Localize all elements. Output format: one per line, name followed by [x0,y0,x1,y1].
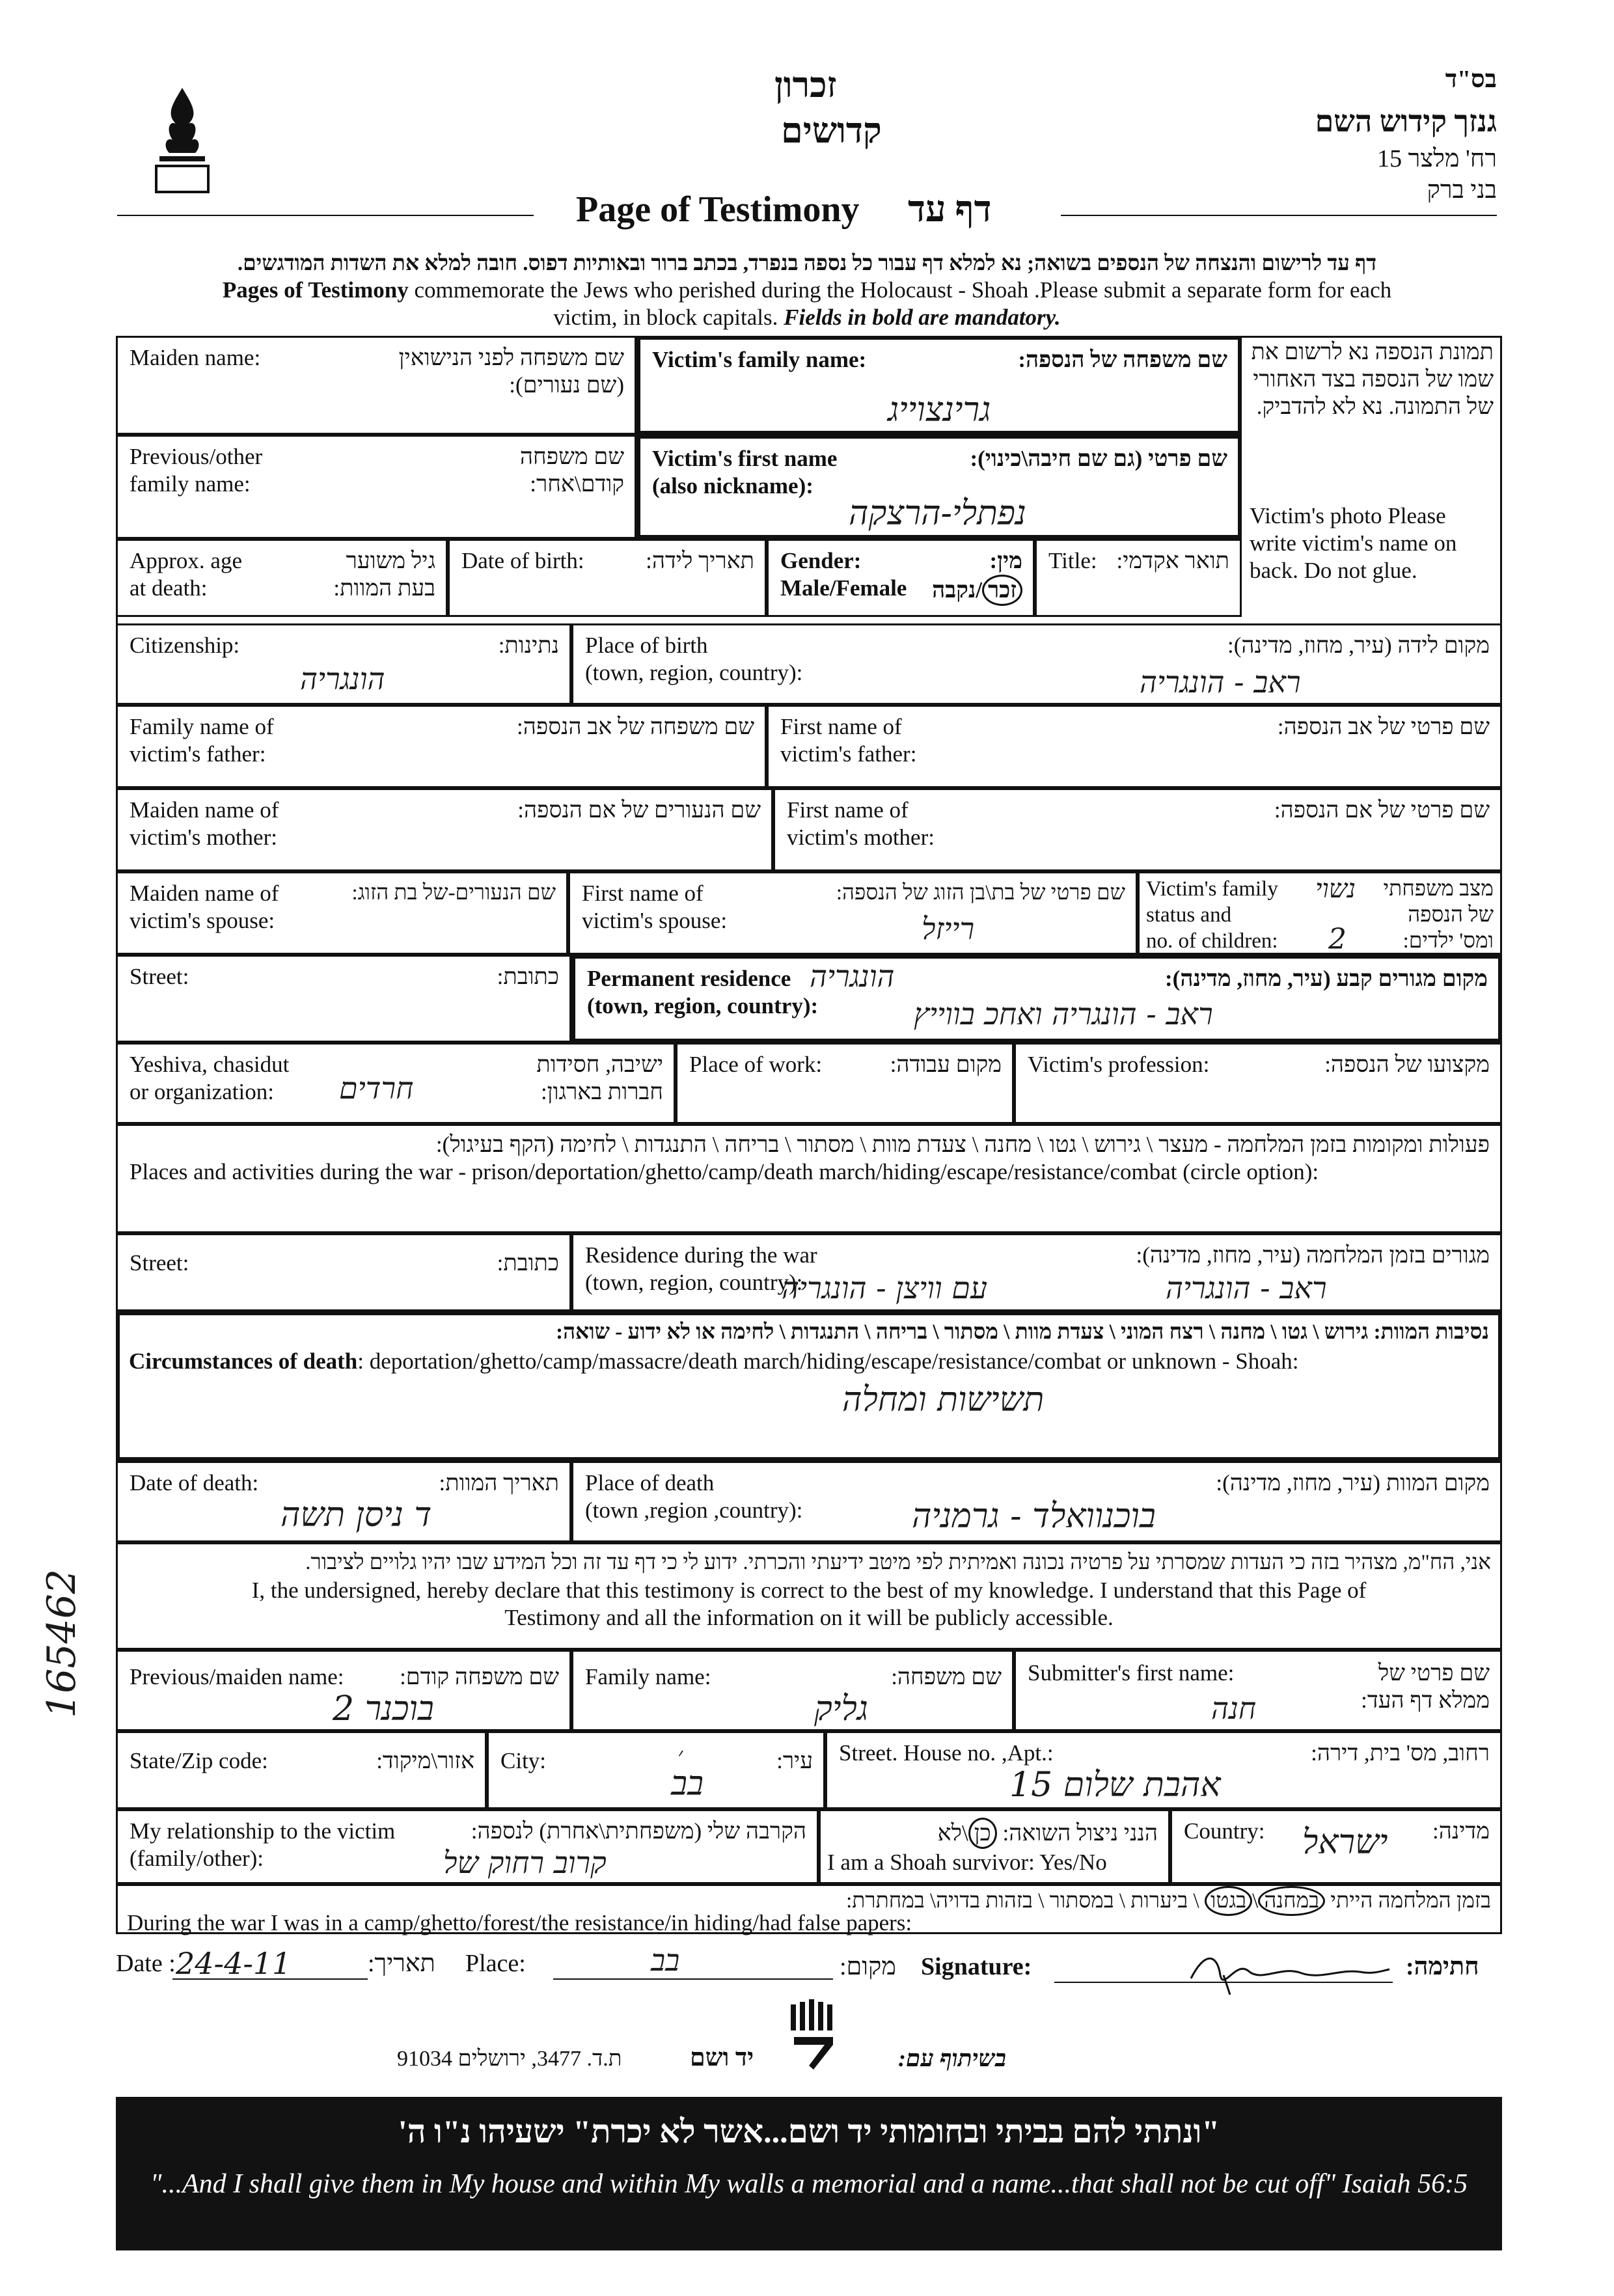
country-value[interactable]: ישראל [1302,1823,1388,1862]
status-label-he [1383,876,1494,954]
status-value[interactable]: נשוי [1315,874,1356,904]
gender-label-he [932,547,1022,606]
gender-male-circled[interactable]: זכר [982,575,1022,606]
city-label-he: עיר: [776,1748,813,1773]
sub-first-label-he [1361,1660,1490,1714]
ff-2: victim's father: [130,741,266,767]
yeshiva-value[interactable]: חרדים [339,1071,414,1106]
page-title: Page of Testimony [576,189,860,230]
ff-1: Family name of [130,714,274,739]
sub-family-label: Family name: [585,1664,711,1689]
war-res-value-2[interactable]: עם וויצן - הונגריה [782,1270,988,1305]
intro-en-rest: commemorate the Jews who perished during the Holocaust - Shoah .Please submit a separate form for each [408,277,1392,303]
place-rule [553,1978,833,1980]
mother-first-label-he: שם פרטי של אם הנספה: [1274,797,1490,823]
first-label-1: Victim's first name [652,446,838,471]
intro-he: דף עד לרישום והנצחה של הנספים בשואה; נא למלא דף עבור כל נספה בנפרד, בכתב ברור ובאותיות דפוס. חובה למלא את השדות המודגשים. [237,252,1377,275]
war-res-value-1[interactable]: ראב - הונגריה [1166,1270,1327,1305]
fi-1: First name of [780,714,902,739]
declare-he: אני, הח"מ, מצהיר בזה כי העדות שמסרתי על פרטיה נכונה ואמיתית לפי מיטב ידיעתי והכרתי. ידוע לי כי דף עד זה וכל המידע שבו יהיו גלויים לציבור. [305,1551,1491,1574]
sub-first-value[interactable]: חנה [1211,1691,1257,1726]
during-camp-circled[interactable]: במחנה [1258,1886,1325,1916]
header-org: גנזך קידוש השם [1315,105,1497,138]
sv-post[interactable]: \לא [937,1820,968,1846]
house-value[interactable]: אהבת שלום 15 [1009,1766,1221,1805]
sth-3: ומס' ילדים: [1402,929,1494,953]
age-label-1: Approx. age [130,548,243,573]
country-label: Country: [1184,1818,1265,1844]
fi-2: victim's father: [780,741,917,767]
first-label-2: (also nickname): [652,473,814,499]
country-label-he: מדינה: [1432,1818,1490,1844]
place-label: Place: [465,1950,526,1977]
children-value[interactable]: 2 [1328,923,1347,956]
prev-label-1: Previous/other [130,444,263,469]
row-family-name [636,336,1242,435]
row-country [1170,1809,1502,1884]
father-family-label [130,713,274,768]
st-3: no. of children: [1146,929,1278,953]
row-mother-maiden [116,788,773,871]
header-addr2: בני ברק [1427,176,1497,204]
title-label-he: תואר אקדמי: [1116,548,1229,573]
dob-label-he: תאריך לידה: [646,548,754,573]
row-father-first [767,705,1502,788]
logo [146,85,218,198]
circ-label-he: נסיבות המוות: גירוש \ גטו \ מחנה \ רצח המוני \ צעדת מוות \ מסתור \ בריחה \ התנגדות \ לחימה או לא ידוע - שואה: [556,1320,1489,1344]
perm-label [587,965,818,1020]
pd-2: (town ,region ,country): [585,1497,803,1523]
declare-en-2: Testimony and all the information on it will be publicly accessible. [504,1605,1114,1630]
row-age [116,539,448,617]
sth-2: של הנספה [1408,903,1494,927]
row-profession [1014,1043,1502,1124]
war-street-label: Street: [130,1250,189,1276]
mf-1: First name of [787,797,909,823]
intro-en-line2 [137,304,1477,331]
header-center-he1: זכרון [774,66,837,105]
sfh-2: ממלא דף העד: [1361,1688,1490,1713]
header-addr1: רח' מלצר 15 [1377,145,1497,172]
war-street-label-he: כתובת: [497,1250,559,1276]
pod-value[interactable]: בוכנוואלד - גרמניה [912,1497,1156,1536]
row-prev-name [116,435,636,539]
maiden-label: Maiden name: [130,345,261,370]
sm-2: victim's spouse: [130,908,275,933]
y-1: Yeshiva, chasidut [130,1052,290,1077]
circ-en-rest: : deportation/ghetto/camp/massacre/death march/hiding/escape/resistance/combat or unknown - Shoah: [357,1348,1299,1374]
prev-label-2: family name: [130,471,251,497]
zip-label: State/Zip code: [130,1748,268,1773]
age-label [130,547,242,602]
sm-1: Maiden name of [130,881,279,906]
during-en: During the war I was in a camp/ghetto/forest/the resistance/in hiding/had false papers: [127,1910,912,1935]
footer-quote-band [116,2097,1502,2250]
date-label-he: תאריך: [368,1950,435,1977]
wr-2: (town, region, country): [585,1270,803,1295]
profession-label-he: מקצועו של הנספה: [1324,1052,1490,1077]
sub-prev-value[interactable]: בוכנר 2 [333,1689,434,1729]
spouse-first-label [582,880,727,935]
signature-label: Signature: [921,1953,1032,1980]
mm-1: Maiden name of [130,797,279,823]
signature-label-he: חתימה: [1406,1953,1479,1980]
spouse-first-label-he: שם פרטי של בת\בן הזוג של הנספה: [836,881,1125,905]
date-label: Date : [116,1950,176,1977]
sub-family-value[interactable]: גליק [814,1689,868,1729]
partner-label: בשיתוף עם: [898,2045,1006,2071]
row-title [1035,539,1242,617]
pd-1: Place of death [585,1470,715,1496]
first-value[interactable]: נפתלי-הרצקה [849,494,1026,533]
pr-1: Permanent residence [587,966,791,991]
gender-options[interactable] [932,575,1022,606]
family-label: Victim's family name: [652,347,867,372]
sub-first-label: Submitter's first name: [1028,1660,1235,1686]
title-label: Title: [1048,548,1097,573]
row-house [825,1731,1502,1809]
rl-1: My relationship to the victim [130,1818,396,1844]
pob-label [585,632,802,687]
row-maiden [116,336,636,435]
row-perm-residence [571,955,1502,1043]
photo-note-en: Victim's photo Please write victim's name on back. Do not glue. [1250,503,1457,583]
header-rule-right [1061,215,1497,216]
row-yeshiva [116,1043,676,1124]
father-first-label-he: שם פרטי של אב הנספה: [1277,714,1490,739]
street-label: Street: [130,964,189,989]
dod-value[interactable]: ד ניסן תשה [280,1496,432,1535]
y-2: or organization: [130,1079,274,1104]
mother-first-label [787,797,935,851]
pob-label-1: Place of birth [585,633,708,658]
row-mother-first [773,788,1502,871]
pod-label-he: מקום המוות (עיר, מחוז, מדינה): [1216,1470,1490,1496]
citizenship-value[interactable]: הונגריה [300,661,385,696]
row-street [116,955,571,1043]
declare-en-1: I, the undersigned, hereby declare that this testimony is correct to the best of my knowledge. I understand that this Page of [251,1578,1367,1603]
mf-2: victim's mother: [787,825,935,850]
row-dob [448,539,767,617]
sv-pre: הנני ניצול השואה: [996,1820,1158,1846]
sth-1: מצב משפחתי [1383,877,1494,901]
quote-he: "ונתתי להם בביתי ובחומותי יד ושם...אשר לא יכרת" ישעיהו נ"ו ה' [398,2113,1220,2150]
zip-label-he: אזור\מיקוד: [376,1748,474,1773]
sf-1: First name of [582,881,704,906]
margin-number: 165462 [39,1568,85,1718]
row-citizenship [116,623,571,705]
row-circumstances [116,1311,1502,1461]
dw-post: \ ביערות \ במסתור \ בזהות בדויה\ במחתרת: [846,1889,1205,1913]
yh-2: חברות בארגון: [540,1079,663,1104]
during-ghetto-circled[interactable]: בגטו [1205,1886,1252,1916]
intro-en-line1 [137,277,1477,304]
yad-vashem-label: יד ושם [690,2044,754,2071]
pob-value[interactable]: ראב - הונגריה [1140,664,1301,700]
row-date-of-death [116,1461,571,1542]
header-bsd: בס"ד [1445,66,1497,93]
rl-2: (family/other): [130,1846,264,1871]
rel-value[interactable]: קרוב רחוק של [443,1845,607,1880]
row-gender [767,539,1035,617]
footer-address: ת.ד. 3477, ירושלים 91034 [397,2047,622,2071]
gender-he1: מין: [989,548,1022,573]
photo-note-he: תמונת הנספה נא לרשום את שמו של הנספה בצד האחורי של התמונה. נא לא להדביק. [1251,339,1494,419]
perm-value-2[interactable]: ראב - הונגריה ואחכ בווייץ [914,996,1213,1032]
dw-pre: בזמן המלחמה הייתי [1325,1889,1491,1913]
wr-1: Residence during the war [585,1242,817,1268]
pod-label [585,1469,802,1524]
survivor-en: I am a Shoah survivor: Yes/No [827,1850,1107,1875]
perm-value-1[interactable]: הונגריה [810,959,895,994]
sub-prev-label-he: שם משפחה קודם: [400,1664,559,1689]
gender-label-2: Male/Female [780,575,907,601]
profession-label: Victim's profession: [1028,1052,1210,1077]
street-label-he: כתובת: [497,964,559,989]
city-mark: ׳ [677,1743,683,1770]
citizenship-label: Citizenship: [130,633,240,658]
sub-family-label-he: שם משפחה: [891,1664,1002,1689]
st-2: status and [1146,903,1232,927]
gender-female[interactable]: /נקבה [932,577,982,603]
war-label-en: Places and activities during the war - prison/deportation/ghetto/camp/death march/hiding/escape/resistance/combat (circle option): [130,1159,1319,1184]
row-spouse-maiden [116,871,568,955]
date-value[interactable]: 24-4-11 [176,1946,292,1981]
survivor-he [938,1818,1158,1849]
war-label-he: פעולות ומקומות בזמן המלחמה - מעצר \ גירוש \ גטו \ מחנה \ צעדת מוות \ מסתור \ בריחה \ התנגדות \ לחימה (הקף בעיגול): [435,1132,1490,1157]
survivor-yes-circled[interactable]: כן [968,1818,997,1849]
circ-en-bold: Circumstances of death [129,1348,358,1374]
spouse-maiden-label [130,880,279,935]
dod-label: Date of death: [130,1470,259,1496]
row-declaration [116,1542,1502,1650]
city-label: City: [500,1748,547,1773]
row-survivor [819,1809,1170,1884]
row-sub-first [1014,1650,1502,1731]
sf-2: victim's spouse: [582,908,728,933]
mm-2: victim's mother: [130,825,277,850]
intro-en2: victim, in block capitals. [553,305,784,330]
page-title-he: דף עד [908,189,992,230]
family-label-he: שם משפחה של הנספה: [1018,347,1227,372]
row-place-of-death [571,1461,1502,1542]
citizenship-label-he: נתינות: [498,633,559,658]
work-label: Place of work: [689,1052,823,1077]
row-pob [571,623,1502,705]
intro-en-bold: Pages of Testimony [222,277,409,303]
age-label-2: at death: [130,575,208,601]
house-label-he: רחוב, מס' בית, דירה: [1311,1740,1490,1766]
rel-label [130,1818,395,1872]
spouse-maiden-label-he: שם הנעורים-של בת הזוג: [351,881,556,905]
row-sub-family [571,1650,1014,1731]
row-city [487,1731,825,1809]
mother-maiden-label [130,797,279,851]
first-label [652,445,837,500]
circ-value[interactable]: תשישות ומחלה [842,1380,1045,1419]
row-war-residence [571,1233,1502,1311]
row-zip [116,1731,487,1809]
header-rule-left [117,215,534,216]
rel-label-he: הקרבה שלי (משפחתית\אחרת) לנספה: [471,1818,806,1844]
prev-label [130,443,262,498]
intro-mandatory: Fields in bold are mandatory. [784,305,1061,330]
prev-label-he: שם משפחה קודם\אחר: [519,444,624,497]
row-workplace [676,1043,1014,1124]
dod-label-he: תאריך המוות: [439,1470,559,1496]
gender-label [780,547,907,602]
place-value[interactable]: בב [651,1943,680,1978]
pr-2: (town, region, country): [587,993,819,1018]
date-rule [172,1978,368,1980]
house-label: Street. House no. ,Apt.: [839,1740,1054,1766]
age-label-he: גיל משוער בעת המוות: [333,548,435,601]
during-he: בזמן המלחמה הייתי במחנה\בגטו \ ביערות \ במסתור \ בזהות בדויה\ במחתרת: [846,1886,1491,1916]
quote-en: "...And I shall give them in My house and within My walls a memorial and a name...that shall not be cut off" Isaiah 56:5 [150,2169,1468,2199]
first-label-he: שם פרטי (גם שם חיבה\כינוי): [970,446,1227,471]
row-during-war [116,1884,1502,1934]
yad-vashem-logo [784,1998,843,2076]
st-1: Victim's family [1146,877,1278,901]
row-sub-prev [116,1650,571,1731]
father-first-label [780,713,916,768]
spouse-first-value[interactable]: רייזל [922,911,975,946]
father-family-label-he: שם משפחה של אב הנספה: [517,714,754,739]
dob-label: Date of birth: [461,548,584,573]
row-war-activities [116,1124,1502,1233]
gender-label-1: Gender: [780,548,862,573]
row-relationship [116,1809,819,1884]
pob-label-he: מקום לידה (עיר, מחוז, מדינה): [1227,633,1490,658]
status-label [1146,876,1278,954]
sub-prev-label: Previous/maiden name: [130,1664,344,1689]
maiden-label-he: שם משפחה לפני הנישואין (שם נעורים): [398,345,624,398]
yh-1: ישיבה, חסידות [536,1052,663,1077]
sfh-1: שם פרטי של [1378,1660,1490,1686]
row-first-name [636,435,1242,539]
place-label-he: מקום: [840,1953,896,1980]
pob-label-2: (town, region, country): [585,660,803,685]
signature-scribble[interactable] [1184,1946,1393,1998]
city-value[interactable]: בב [671,1764,704,1803]
row-war-street [116,1233,571,1311]
war-res-label-he: מגורים בזמן המלחמה (עיר, מחוז, מדינה): [1136,1242,1490,1268]
yeshiva-label [130,1051,289,1106]
family-value[interactable]: גרינצוייג [888,390,991,430]
work-label-he: מקום עבודה: [890,1052,1002,1077]
row-family-status [1138,871,1502,955]
header-center-he2: קדושים [781,111,882,150]
mother-maiden-label-he: שם הנעורים של אם הנספה: [517,797,761,823]
row-spouse-first [568,871,1138,955]
circ-label-en [129,1348,1298,1375]
perm-label-he: מקום מגורים קבע (עיר, מחוז, מדינה): [1165,966,1488,991]
row-father-family [116,705,767,788]
yeshiva-label-he [536,1051,663,1106]
